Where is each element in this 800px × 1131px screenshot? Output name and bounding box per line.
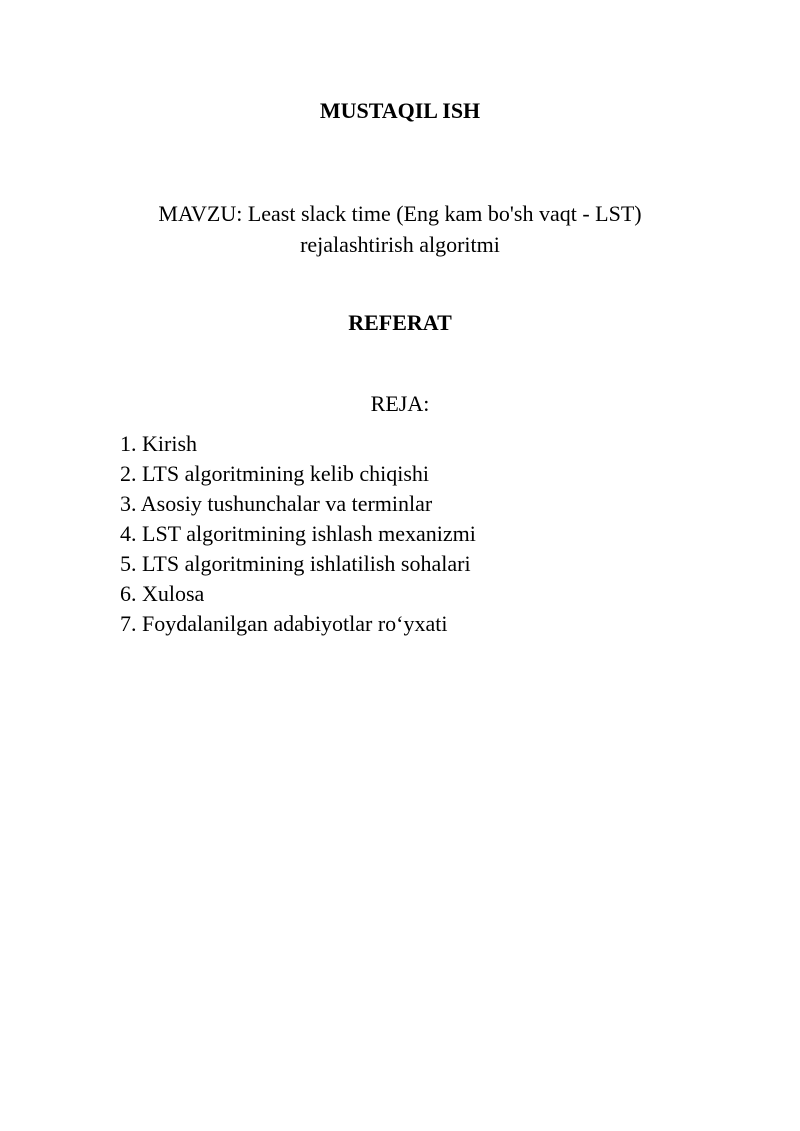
topic-block — [100, 198, 700, 260]
plan-item: 7. Foydalanilgan adabiyotlar ro‘yxati — [120, 611, 448, 636]
plan-list — [120, 429, 720, 639]
topic-line-1: MAVZU: Least slack time (Eng kam bo'sh vaqt - LST) — [158, 201, 642, 226]
plan-item: 4. LST algoritmining ishlash mexanizmi — [120, 521, 476, 546]
plan-item: 3. Asosiy tushunchalar va terminlar — [120, 491, 433, 516]
plan-item: 6. Xulosa — [120, 581, 205, 606]
plan-item: 1. Kirish — [120, 431, 197, 456]
document-type-label: REFERAT — [348, 310, 452, 335]
topic-line-2: rejalashtirish algoritmi — [300, 232, 500, 257]
document-title: MUSTAQIL ISH — [319, 98, 481, 123]
plan-item: 2. LTS algoritmining kelib chiqishi — [120, 461, 430, 486]
plan-item: 5. LTS algoritmining ishlatilish sohalari — [120, 551, 471, 576]
plan-heading: REJA: — [370, 391, 430, 416]
